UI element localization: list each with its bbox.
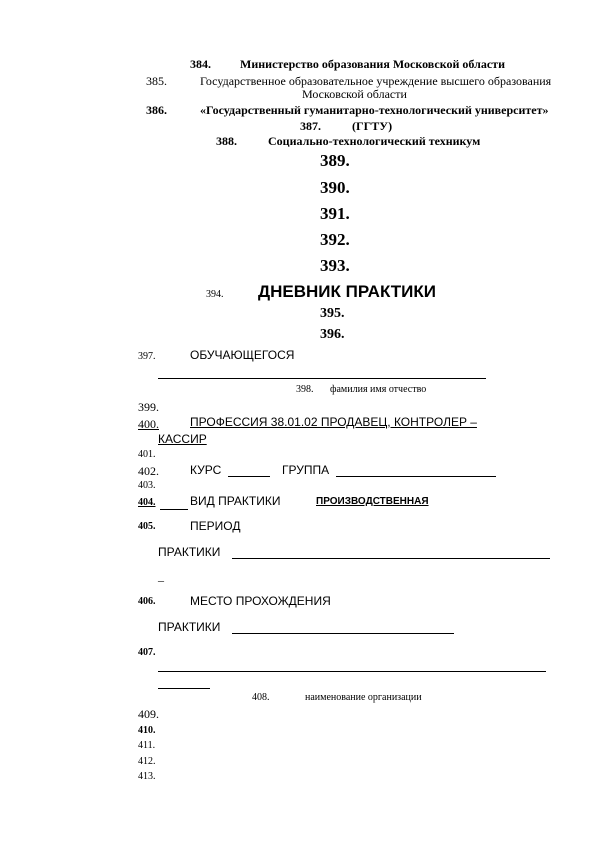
period-dash: _ <box>158 569 164 583</box>
ministry-name: Министерство образования Московской области <box>240 57 505 71</box>
line-number-393: 393. <box>320 256 350 275</box>
line-number-401: 401. <box>138 449 156 460</box>
line-number-412: 412. <box>138 756 156 767</box>
university-abbreviation: (ГГТУ) <box>352 119 393 133</box>
line-number-389: 389. <box>320 151 350 170</box>
line-number-404: 404. <box>138 497 156 508</box>
period-label: ПЕРИОД <box>190 519 241 533</box>
student-label: ОБУЧАЮЩЕГОСЯ <box>190 348 295 362</box>
place-practice-label: ПРАКТИКИ <box>158 620 221 634</box>
organization-input-line-2[interactable] <box>158 688 210 689</box>
college-name: Социально-технологический техникум <box>268 134 481 148</box>
course-input-line[interactable] <box>228 476 270 477</box>
line-number-406: 406. <box>138 596 156 607</box>
group-input-line[interactable] <box>336 476 496 477</box>
line-number-397: 397. <box>138 351 156 362</box>
line-number-398: 398. <box>296 384 314 395</box>
line-number-391: 391. <box>320 204 350 223</box>
region-name: Московской области <box>302 87 407 101</box>
practice-type-underline <box>160 509 188 510</box>
line-number-394: 394. <box>206 289 224 300</box>
institution-type: Государственное образовательное учреждение высшего образования <box>200 74 552 88</box>
course-label: КУРС <box>190 463 222 477</box>
line-number-395: 395. <box>320 306 345 321</box>
period-practice-label: ПРАКТИКИ <box>158 545 221 559</box>
line-number-399: 399. <box>138 400 159 414</box>
practice-type-label: ВИД ПРАКТИКИ <box>190 494 281 508</box>
line-number-385: 385. <box>146 74 167 88</box>
line-number-392: 392. <box>320 230 350 249</box>
profession-line-2: КАССИР <box>158 432 207 446</box>
line-number-400: 400. <box>138 417 159 431</box>
line-number-386: 386. <box>146 103 167 117</box>
line-number-405: 405. <box>138 521 156 532</box>
student-name-line <box>158 378 486 379</box>
university-name: «Государственный гуманитарно-технологический университет» <box>200 103 549 117</box>
line-number-413: 413. <box>138 771 156 782</box>
line-number-384: 384. <box>190 57 211 71</box>
organization-input-line[interactable] <box>158 671 546 672</box>
line-number-411: 411. <box>138 740 156 751</box>
line-number-408: 408. <box>252 692 270 703</box>
place-label: МЕСТО ПРОХОЖДЕНИЯ <box>190 594 331 608</box>
line-number-390: 390. <box>320 178 350 197</box>
full-name-caption: фамилия имя отчество <box>330 384 427 395</box>
line-number-409: 409. <box>138 707 159 721</box>
profession-line-1: ПРОФЕССИЯ 38.01.02 ПРОДАВЕЦ, КОНТРОЛЕР – <box>190 415 477 429</box>
line-number-402: 402. <box>138 464 159 478</box>
place-input-line[interactable] <box>232 633 454 634</box>
document-title: ДНЕВНИК ПРАКТИКИ <box>258 282 436 301</box>
line-number-403: 403. <box>138 480 156 491</box>
line-number-387: 387. <box>300 119 321 133</box>
group-label: ГРУППА <box>282 463 330 477</box>
line-number-407: 407. <box>138 647 156 658</box>
line-number-396: 396. <box>320 327 345 342</box>
organization-caption: наименование организации <box>305 692 422 703</box>
practice-type-value: ПРОИЗВОДСТВЕННАЯ <box>316 496 429 507</box>
period-input-line[interactable] <box>232 558 550 559</box>
line-number-410: 410. <box>138 725 156 736</box>
line-number-388: 388. <box>216 134 237 148</box>
